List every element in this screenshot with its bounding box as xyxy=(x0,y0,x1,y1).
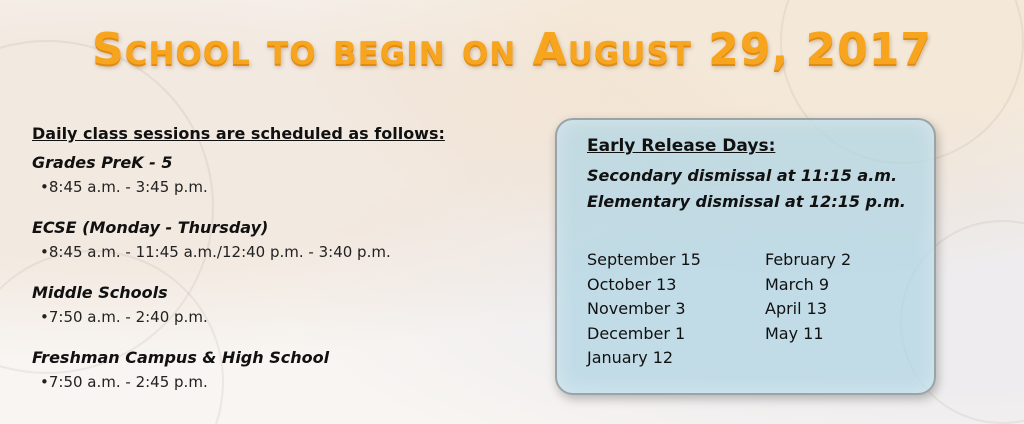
page-title: School to begin on August 29, 2017 xyxy=(92,24,932,75)
grade-group-middle-schools xyxy=(32,283,512,326)
early-release-date: December 1 xyxy=(587,323,686,343)
grade-time: •7:50 a.m. - 2:45 p.m. xyxy=(40,373,208,391)
grade-name: Middle Schools xyxy=(32,283,168,302)
secondary-dismissal: Secondary dismissal at 11:15 a.m. xyxy=(587,166,898,185)
early-release-date: January 12 xyxy=(587,348,674,367)
grade-time: •8:45 a.m. - 11:45 a.m./12:40 p.m. - 3:40 p.m. xyxy=(40,243,391,261)
early-release-date: February 2 xyxy=(765,250,852,269)
early-release-date: April 13 xyxy=(765,299,828,318)
early-release-date: October 13 xyxy=(587,274,677,294)
daily-schedule xyxy=(32,124,512,413)
early-release-date: November 3 xyxy=(587,299,686,318)
early-release-date: May 11 xyxy=(765,323,824,343)
early-release-dates-col1 xyxy=(587,248,701,371)
early-release-heading: Early Release Days: xyxy=(587,136,776,156)
grade-time: •7:50 a.m. - 2:40 p.m. xyxy=(40,308,208,326)
schedule-intro: Daily class sessions are scheduled as follows: xyxy=(32,124,445,143)
grade-group-high-school xyxy=(32,348,512,391)
grade-group-prek-5 xyxy=(32,153,512,196)
grade-name: Freshman Campus & High School xyxy=(32,348,330,367)
grade-name: Grades PreK - 5 xyxy=(32,153,173,172)
grade-time: •8:45 a.m. - 3:45 p.m. xyxy=(40,178,208,196)
grade-group-ecse xyxy=(32,218,512,261)
elementary-dismissal: Elementary dismissal at 12:15 p.m. xyxy=(587,192,906,211)
early-release-dates-col2 xyxy=(765,248,851,346)
early-release-date: March 9 xyxy=(765,274,830,294)
early-release-date: September 15 xyxy=(587,250,701,269)
early-release-box xyxy=(555,118,936,395)
grade-name: ECSE (Monday - Thursday) xyxy=(32,218,269,237)
